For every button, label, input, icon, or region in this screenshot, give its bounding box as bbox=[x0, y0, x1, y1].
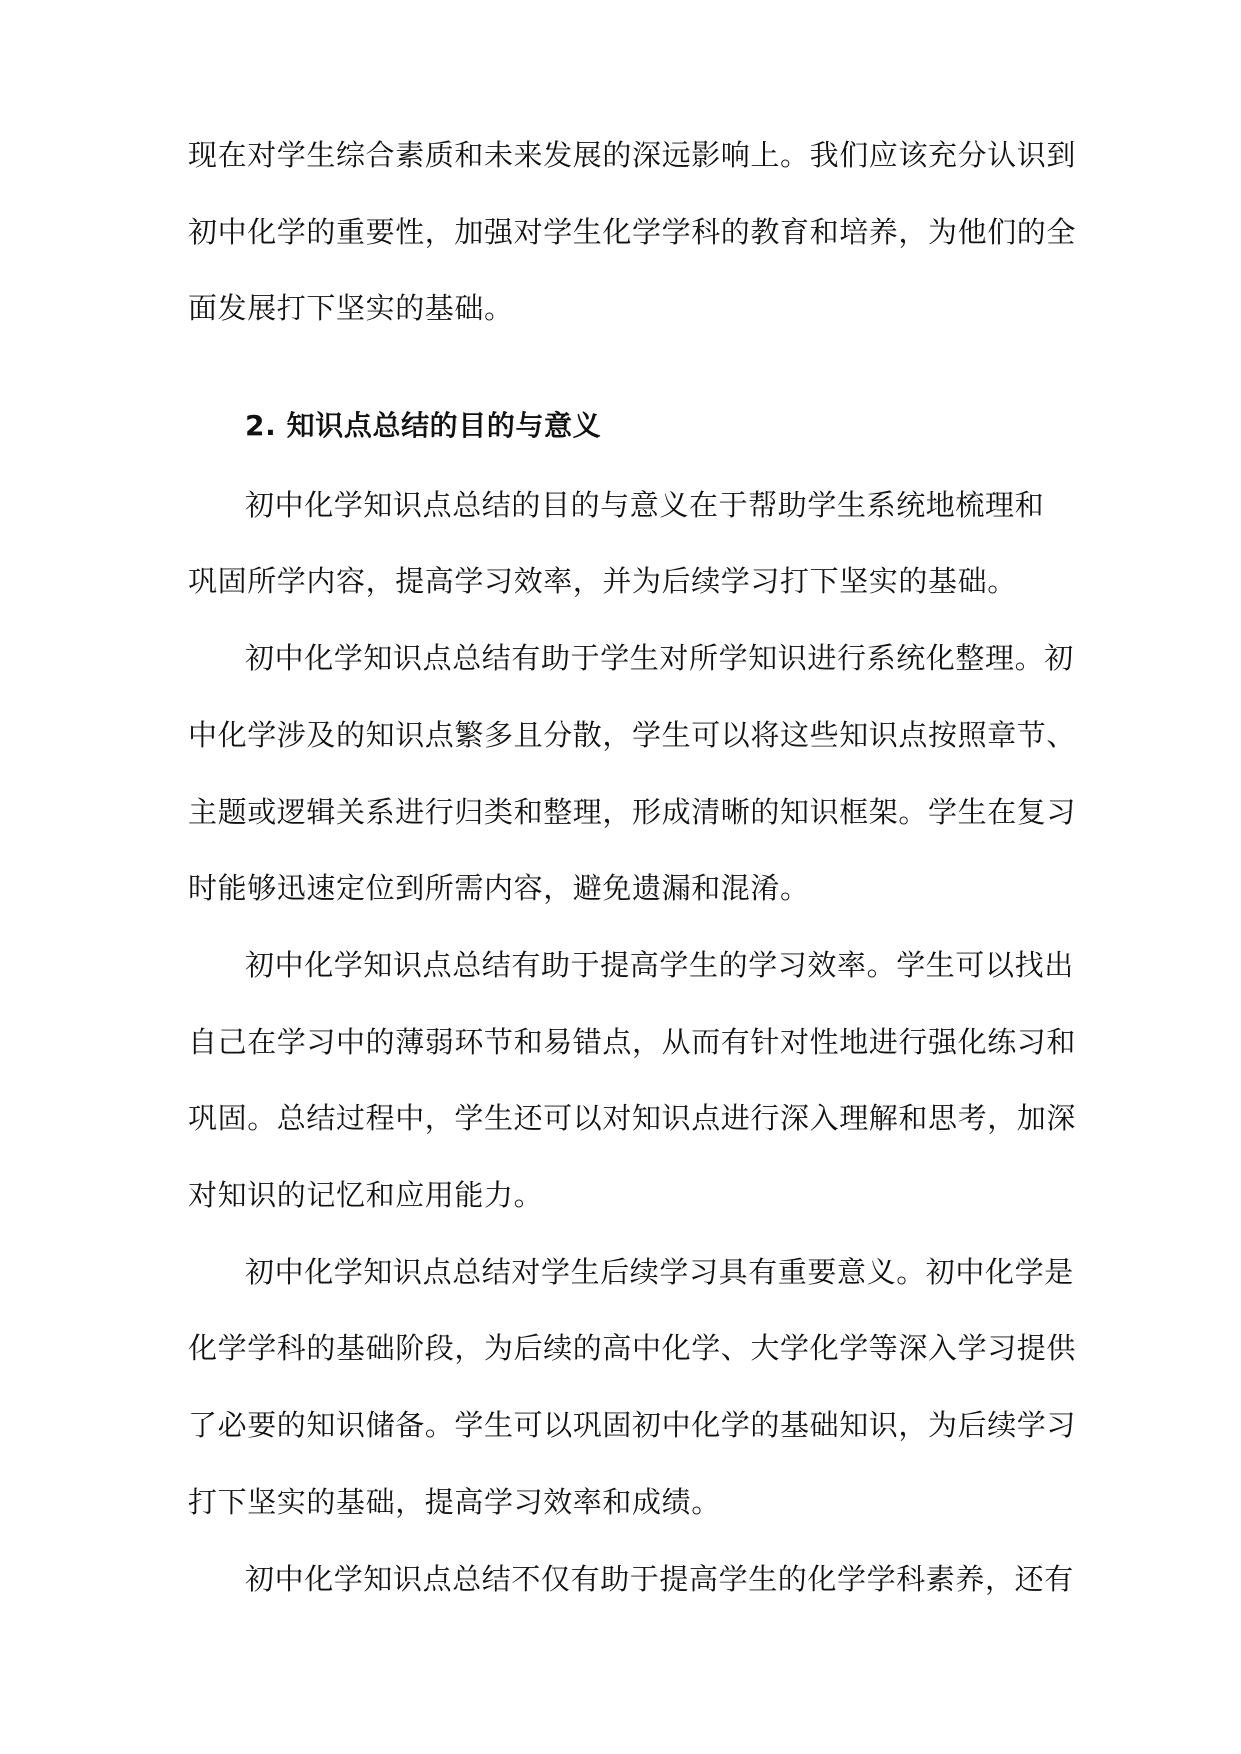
paragraph-first-line: 初中化学知识点总结对学生后续学习具有重要意义。初中化学是 bbox=[245, 1255, 1074, 1289]
body-text-line: 自己在学习中的薄弱环节和易错点，从而有针对性地进行强化练习和 bbox=[188, 1025, 1077, 1059]
body-text-line: 巩固。总结过程中，学生还可以对知识点进行深入理解和思考，加深 bbox=[188, 1101, 1077, 1135]
body-text-line: 打下坚实的基础，提高学习效率和成绩。 bbox=[188, 1485, 721, 1519]
paragraph-first-line: 初中化学知识点总结有助于提高学生的学习效率。学生可以找出 bbox=[245, 948, 1074, 982]
body-text-line: 现在对学生综合素质和未来发展的深远影响上。我们应该充分认识到 bbox=[188, 138, 1077, 172]
paragraph-first-line: 初中化学知识点总结不仅有助于提高学生的化学学科素养，还有 bbox=[245, 1562, 1074, 1596]
body-text-line: 时能够迅速定位到所需内容，避免遗漏和混淆。 bbox=[188, 871, 810, 905]
body-text-line: 初中化学的重要性，加强对学生化学学科的教育和培养，为他们的全 bbox=[188, 215, 1077, 249]
body-text-line: 主题或逻辑关系进行归类和整理，形成清晰的知识框架。学生在复习 bbox=[188, 795, 1077, 829]
body-text-line: 了必要的知识储备。学生可以巩固初中化学的基础知识，为后续学习 bbox=[188, 1408, 1077, 1442]
body-text-line: 化学学科的基础阶段，为后续的高中化学、大学化学等深入学习提供 bbox=[188, 1331, 1077, 1365]
body-text-line: 巩固所学内容，提高学习效率，并为后续学习打下坚实的基础。 bbox=[188, 564, 1017, 598]
section-heading: 2. 知识点总结的目的与意义 bbox=[245, 409, 602, 442]
body-text-line: 中化学涉及的知识点繁多且分散，学生可以将这些知识点按照章节、 bbox=[188, 718, 1077, 752]
body-text-line: 对知识的记忆和应用能力。 bbox=[188, 1178, 544, 1212]
paragraph-first-line: 初中化学知识点总结的目的与意义在于帮助学生系统地梳理和 bbox=[245, 488, 1045, 522]
paragraph-first-line: 初中化学知识点总结有助于学生对所学知识进行系统化整理。初 bbox=[245, 641, 1074, 675]
body-text-line: 面发展打下坚实的基础。 bbox=[188, 291, 514, 325]
